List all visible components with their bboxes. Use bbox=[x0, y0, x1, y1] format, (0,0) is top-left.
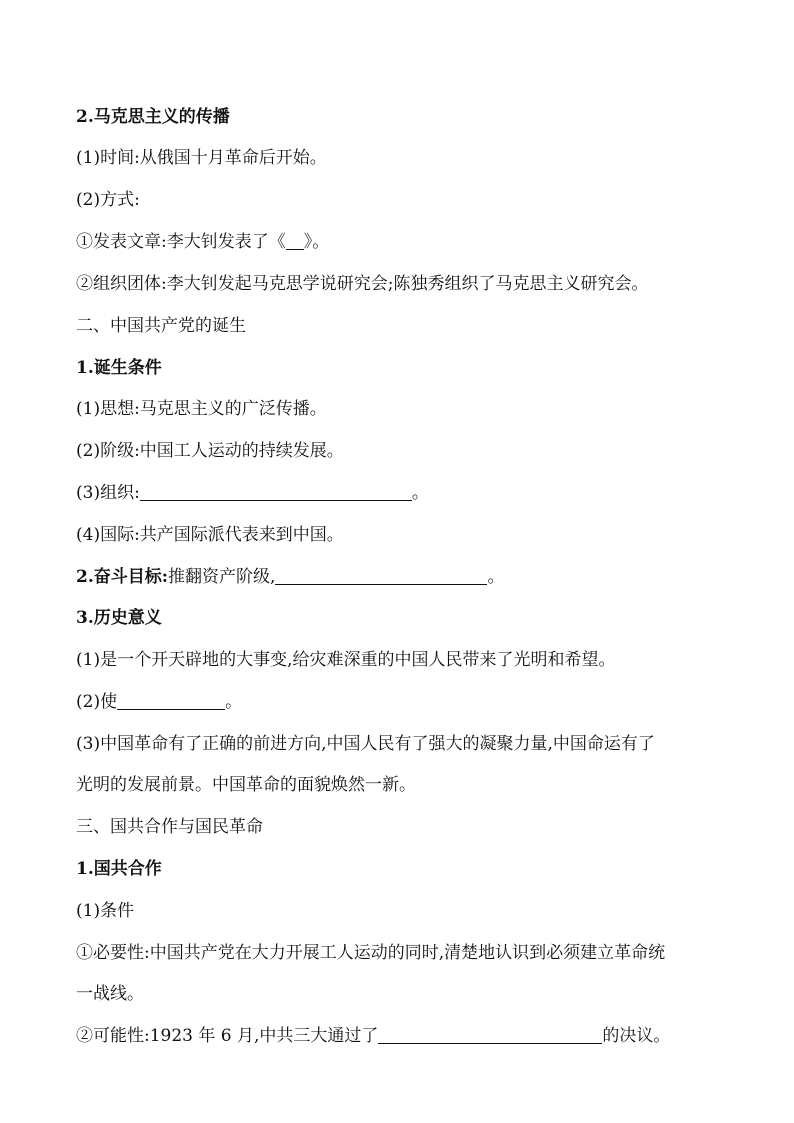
possibility-text-end: 的决议。 bbox=[602, 1026, 671, 1046]
paragraph-significance-3-line1: (3)中国革命有了正确的前进方向,中国人民有了强大的凝聚力量,中国命运有了 bbox=[76, 734, 655, 754]
paragraph-necessity-line2: 一战线。 bbox=[76, 984, 144, 1004]
paragraph-possibility bbox=[76, 1024, 670, 1048]
paragraph-necessity-line1: ①必要性:中国共产党在大力开展工人运动的同时,清楚地认识到必须建立革命统 bbox=[76, 943, 666, 963]
possibility-text-start: ②可能性:1923 年 6 月,中共三大通过了 bbox=[76, 1026, 379, 1046]
fill-blank-organization bbox=[140, 482, 412, 501]
paragraph-condition-class: (2)阶级:中国工人运动的持续发展。 bbox=[76, 441, 344, 461]
paragraph-condition-thought: (1)思想:马克思主义的广泛传播。 bbox=[76, 399, 327, 419]
significance-2-start: (2)使 bbox=[76, 692, 118, 712]
significance-2-end: 。 bbox=[225, 692, 243, 712]
fill-blank-resolution bbox=[378, 1025, 602, 1044]
condition-organization-end: 。 bbox=[411, 483, 429, 503]
section-title-marxism-spread: 2.马克思主义的传播 bbox=[76, 107, 230, 127]
paragraph-significance-1: (1)是一个开天辟地的大事变,给灾难深重的中国人民带来了光明和希望。 bbox=[76, 650, 616, 670]
paragraph-significance-2 bbox=[76, 690, 242, 714]
method-article-text-start: ①发表文章:李大钊发表了《 bbox=[76, 232, 286, 252]
goal-text-end: 。 bbox=[487, 567, 505, 587]
paragraph-cooperation-conditions: (1)条件 bbox=[76, 901, 135, 921]
section-title-birth-conditions: 1.诞生条件 bbox=[76, 358, 162, 378]
goal-text-start: 推翻资产阶级, bbox=[168, 567, 276, 587]
paragraph-method-article bbox=[76, 230, 329, 254]
fill-blank-article-title bbox=[286, 231, 304, 250]
paragraph-method-organization: ②组织团体:李大钊发起马克思学说研究会;陈独秀组织了马克思主义研究会。 bbox=[76, 274, 649, 294]
paragraph-method: (2)方式: bbox=[76, 190, 140, 210]
section-title-cooperation: 1.国共合作 bbox=[76, 859, 162, 879]
fill-blank-goal bbox=[275, 566, 487, 585]
fill-blank-significance bbox=[117, 691, 225, 710]
method-article-text-end: 》。 bbox=[303, 232, 330, 252]
paragraph-significance-3-line2: 光明的发展前景。中国革命的面貌焕然一新。 bbox=[76, 775, 416, 795]
paragraph-condition-international: (4)国际:共产国际派代表来到中国。 bbox=[76, 525, 344, 545]
paragraph-struggle-goal bbox=[76, 565, 504, 589]
paragraph-condition-organization bbox=[76, 481, 429, 505]
condition-organization-label: (3)组织: bbox=[76, 483, 140, 503]
section-title-significance: 3.历史意义 bbox=[76, 608, 162, 628]
part-heading-party-birth: 二、中国共产党的诞生 bbox=[76, 316, 246, 336]
goal-title: 2.奋斗目标: bbox=[76, 567, 169, 587]
part-heading-kmt-cpc-cooperation: 三、国共合作与国民革命 bbox=[76, 817, 263, 837]
paragraph-time: (1)时间:从俄国十月革命后开始。 bbox=[76, 148, 327, 168]
